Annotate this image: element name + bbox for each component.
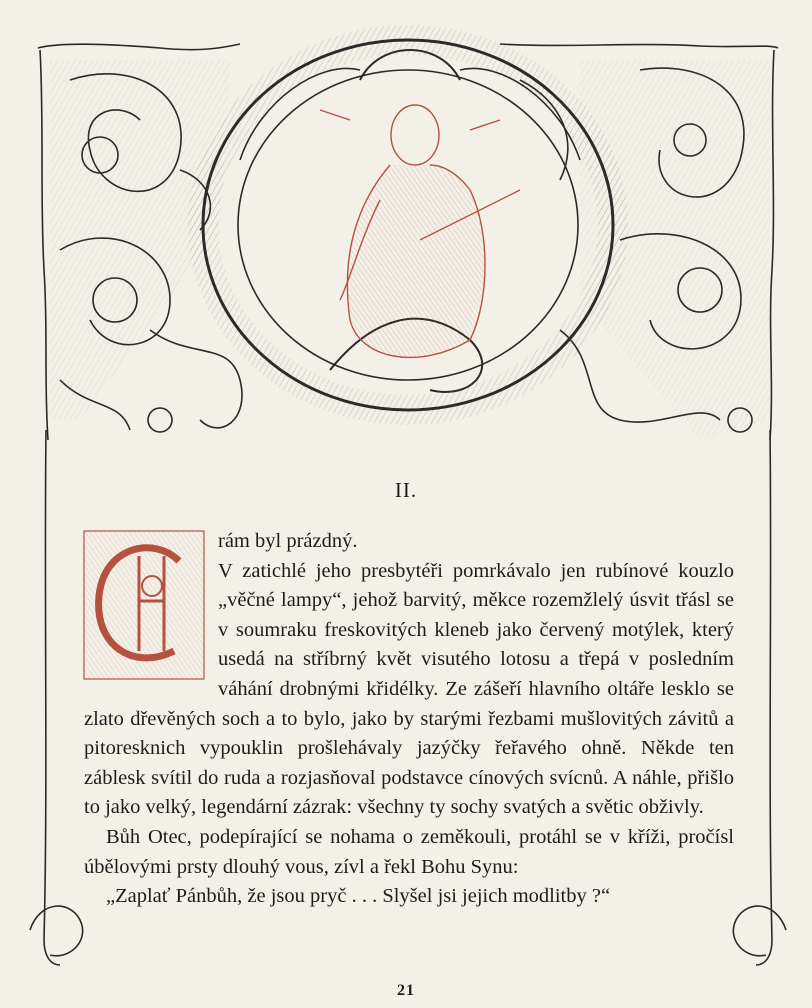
paragraph-church-description: V zatichlé jeho presbytéři pomrkávalo jen rubínové kouzlo „věčné lampy“, jehož barvitý, měkce rozemžlelý úsvit třásl se v soumraku freskovitých kleneb jako červený motýlek, který usedá na stříbrný květ visutého lotosu a třepá v posledním váhání drobnými křidélky. Ze zášeří hlavního oltáře lesklo se zlato dřevěných soch a to bylo, jako by starými řezbami mušlovitých závitů a pitoresknich vypouklin prošlehávaly jazýčky řeřavého ohně. Někde ten záblesk svítil do ruda a rozjasňoval podstavce cínových svícnů. A náhle, přišlo to jako velký, legendární zázrak: všechny ty sochy svatých a světic obživly.: [84, 559, 734, 819]
paragraph-god-father: Bůh Otec, podepírající se nohama o zeměkouli, protáhl se v kříži, pročísl úbělovými prsty dlouhý vous, zívl a řekl Bohu Synu:: [84, 825, 734, 878]
page-number: 21: [397, 982, 415, 999]
paragraph-quote: „Zaplať Pánbůh, že jsou pryč . . . Slyšel jsi jejich modlitby ?“: [106, 885, 611, 908]
chapter-heading: II.: [394, 478, 418, 502]
paragraph-opening: rám byl prázdný.: [218, 530, 358, 552]
saint-figure-shade: [347, 165, 485, 357]
initial-letter: [84, 531, 204, 679]
body-text: [84, 527, 734, 912]
